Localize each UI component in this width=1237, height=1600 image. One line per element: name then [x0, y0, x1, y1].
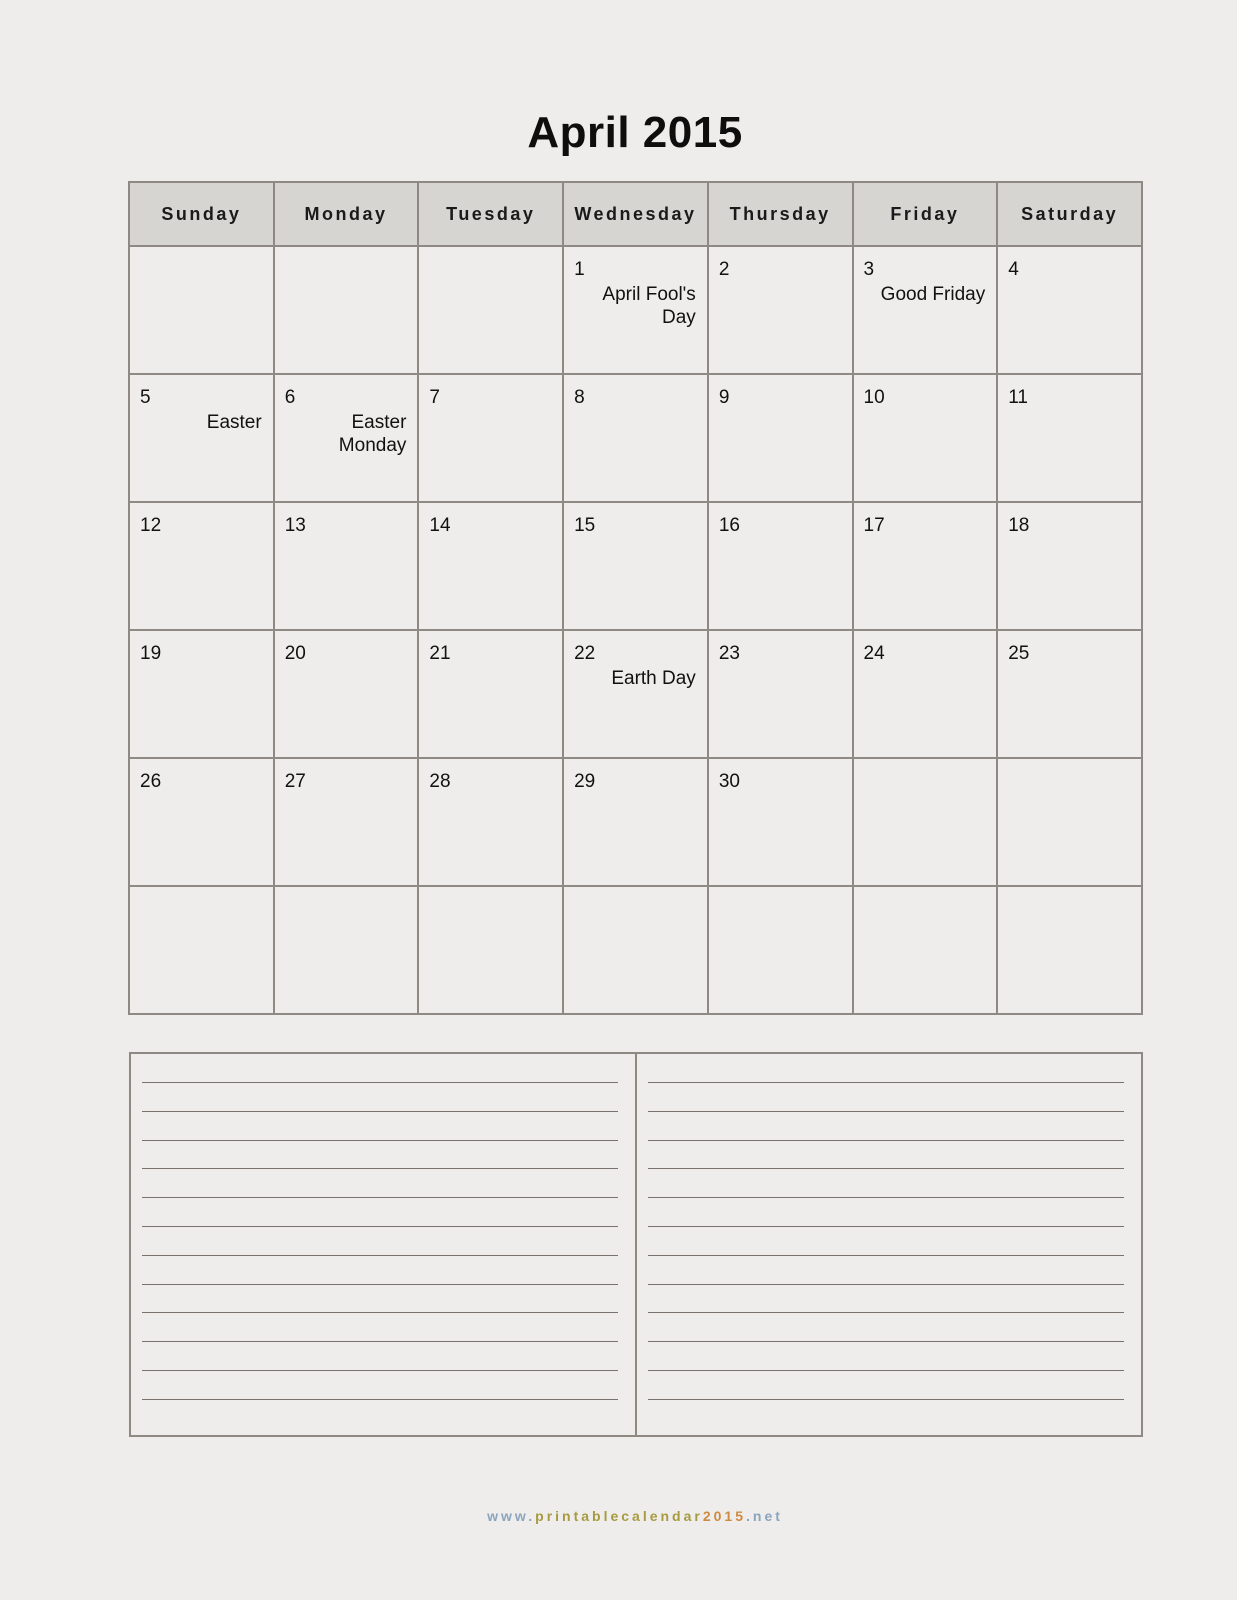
day-cell	[563, 374, 708, 502]
note-line	[142, 1168, 618, 1169]
day-cell	[708, 758, 853, 886]
day-number: 8	[574, 387, 585, 408]
day-number: 25	[1008, 643, 1030, 664]
day-cell	[563, 246, 708, 374]
day-cell	[997, 886, 1142, 1014]
notes-box	[129, 1052, 1143, 1437]
note-line	[648, 1226, 1124, 1227]
note-line	[142, 1082, 618, 1083]
day-cell	[129, 246, 274, 374]
weekday-header: Wednesday	[563, 182, 708, 246]
day-number: 5	[140, 387, 151, 408]
day-cell	[563, 630, 708, 758]
note-line	[142, 1111, 618, 1112]
day-cell	[708, 502, 853, 630]
day-cell	[418, 630, 563, 758]
day-cell	[418, 246, 563, 374]
day-number: 3	[863, 259, 875, 280]
weekday-header: Monday	[274, 182, 419, 246]
day-number: 1	[574, 259, 585, 280]
day-number: 26	[140, 771, 162, 792]
day-number	[419, 247, 562, 259]
day-cell	[274, 246, 419, 374]
note-line	[648, 1341, 1124, 1342]
day-number: 19	[140, 643, 162, 664]
day-number: 2	[718, 259, 730, 280]
day-number	[564, 887, 707, 899]
day-cell	[997, 374, 1142, 502]
page-title: April 2015	[527, 108, 743, 157]
day-number: 16	[718, 515, 740, 536]
day-number	[854, 759, 997, 771]
day-number	[709, 887, 852, 899]
day-cell	[853, 886, 998, 1014]
day-number: 14	[429, 515, 451, 536]
weekday-header: Thursday	[708, 182, 853, 246]
holiday-label: April Fool's Day	[602, 284, 696, 328]
note-line	[142, 1197, 618, 1198]
day-number: 18	[1008, 515, 1030, 536]
day-number	[275, 887, 418, 899]
day-number: 24	[863, 643, 885, 664]
note-line	[142, 1255, 618, 1256]
footer-url-name: printablecalendar	[535, 1508, 703, 1524]
day-cell	[274, 502, 419, 630]
day-number: 28	[429, 771, 451, 792]
day-cell	[853, 758, 998, 886]
day-cell	[129, 758, 274, 886]
day-number: 30	[718, 771, 740, 792]
day-cell	[997, 630, 1142, 758]
day-number	[130, 887, 273, 899]
note-line	[142, 1312, 618, 1313]
day-cell	[563, 758, 708, 886]
day-cell	[129, 374, 274, 502]
holiday-label: Good Friday	[880, 284, 986, 305]
note-line	[648, 1370, 1124, 1371]
note-line	[648, 1140, 1124, 1141]
week-row	[129, 246, 1142, 374]
holiday-label: Earth Day	[611, 668, 696, 689]
weekday-header: Saturday	[997, 182, 1142, 246]
day-cell	[708, 374, 853, 502]
day-number: 15	[574, 515, 596, 536]
day-number: 13	[284, 515, 306, 536]
weekday-header: Tuesday	[418, 182, 563, 246]
day-number: 21	[429, 643, 451, 664]
day-cell	[997, 246, 1142, 374]
day-number: 4	[1008, 259, 1019, 280]
day-cell	[563, 502, 708, 630]
day-cell	[418, 886, 563, 1014]
week-row	[129, 886, 1142, 1014]
day-number: 11	[1008, 387, 1028, 408]
day-cell	[563, 886, 708, 1014]
day-cell	[997, 758, 1142, 886]
day-number: 12	[140, 515, 162, 536]
day-cell	[129, 630, 274, 758]
day-number	[998, 887, 1141, 899]
week-row	[129, 630, 1142, 758]
day-cell	[129, 886, 274, 1014]
day-cell	[708, 630, 853, 758]
notes-column-left	[131, 1054, 637, 1435]
footer-url-prefix: www.	[487, 1508, 536, 1524]
note-line	[648, 1082, 1124, 1083]
day-cell	[853, 502, 998, 630]
day-number: 17	[863, 515, 885, 536]
calendar-grid	[128, 181, 1143, 1015]
day-cell	[418, 758, 563, 886]
day-number	[275, 247, 418, 259]
footer-url-year: 2015	[702, 1508, 746, 1524]
day-cell	[274, 886, 419, 1014]
note-line	[648, 1168, 1124, 1169]
week-row	[129, 502, 1142, 630]
note-line	[648, 1284, 1124, 1285]
day-cell	[997, 502, 1142, 630]
day-cell	[853, 374, 998, 502]
note-line	[142, 1370, 618, 1371]
weekday-header: Friday	[853, 182, 998, 246]
day-number	[854, 887, 997, 899]
day-cell	[853, 246, 998, 374]
footer-url	[0, 1508, 1237, 1524]
day-number	[130, 247, 273, 259]
note-line	[142, 1399, 618, 1400]
day-cell	[418, 502, 563, 630]
weekday-header-row	[129, 182, 1142, 246]
day-number: 7	[429, 387, 440, 408]
day-number: 10	[863, 387, 885, 408]
note-line	[142, 1226, 618, 1227]
day-number: 9	[718, 387, 730, 408]
day-number: 27	[284, 771, 306, 792]
note-line	[648, 1399, 1124, 1400]
day-cell	[708, 246, 853, 374]
day-number: 22	[574, 643, 596, 664]
note-line	[142, 1284, 618, 1285]
weekday-header: Sunday	[129, 182, 274, 246]
day-cell	[129, 502, 274, 630]
day-cell	[274, 630, 419, 758]
note-line	[648, 1197, 1124, 1198]
day-number: 29	[574, 771, 596, 792]
day-number	[419, 887, 562, 899]
day-cell	[274, 374, 419, 502]
day-cell	[274, 758, 419, 886]
week-row	[129, 374, 1142, 502]
note-line	[648, 1255, 1124, 1256]
day-number: 20	[284, 643, 306, 664]
day-number: 6	[284, 387, 296, 408]
note-line	[142, 1140, 618, 1141]
day-cell	[708, 886, 853, 1014]
holiday-label: Easter	[206, 412, 262, 433]
note-line	[648, 1111, 1124, 1112]
day-number	[998, 759, 1141, 771]
holiday-label: Easter Monday	[338, 412, 407, 456]
day-cell	[853, 630, 998, 758]
notes-column-right	[637, 1054, 1141, 1435]
week-row	[129, 758, 1142, 886]
note-line	[142, 1341, 618, 1342]
footer-url-tld: .net	[746, 1508, 783, 1524]
day-number: 23	[718, 643, 740, 664]
note-line	[648, 1312, 1124, 1313]
day-cell	[418, 374, 563, 502]
